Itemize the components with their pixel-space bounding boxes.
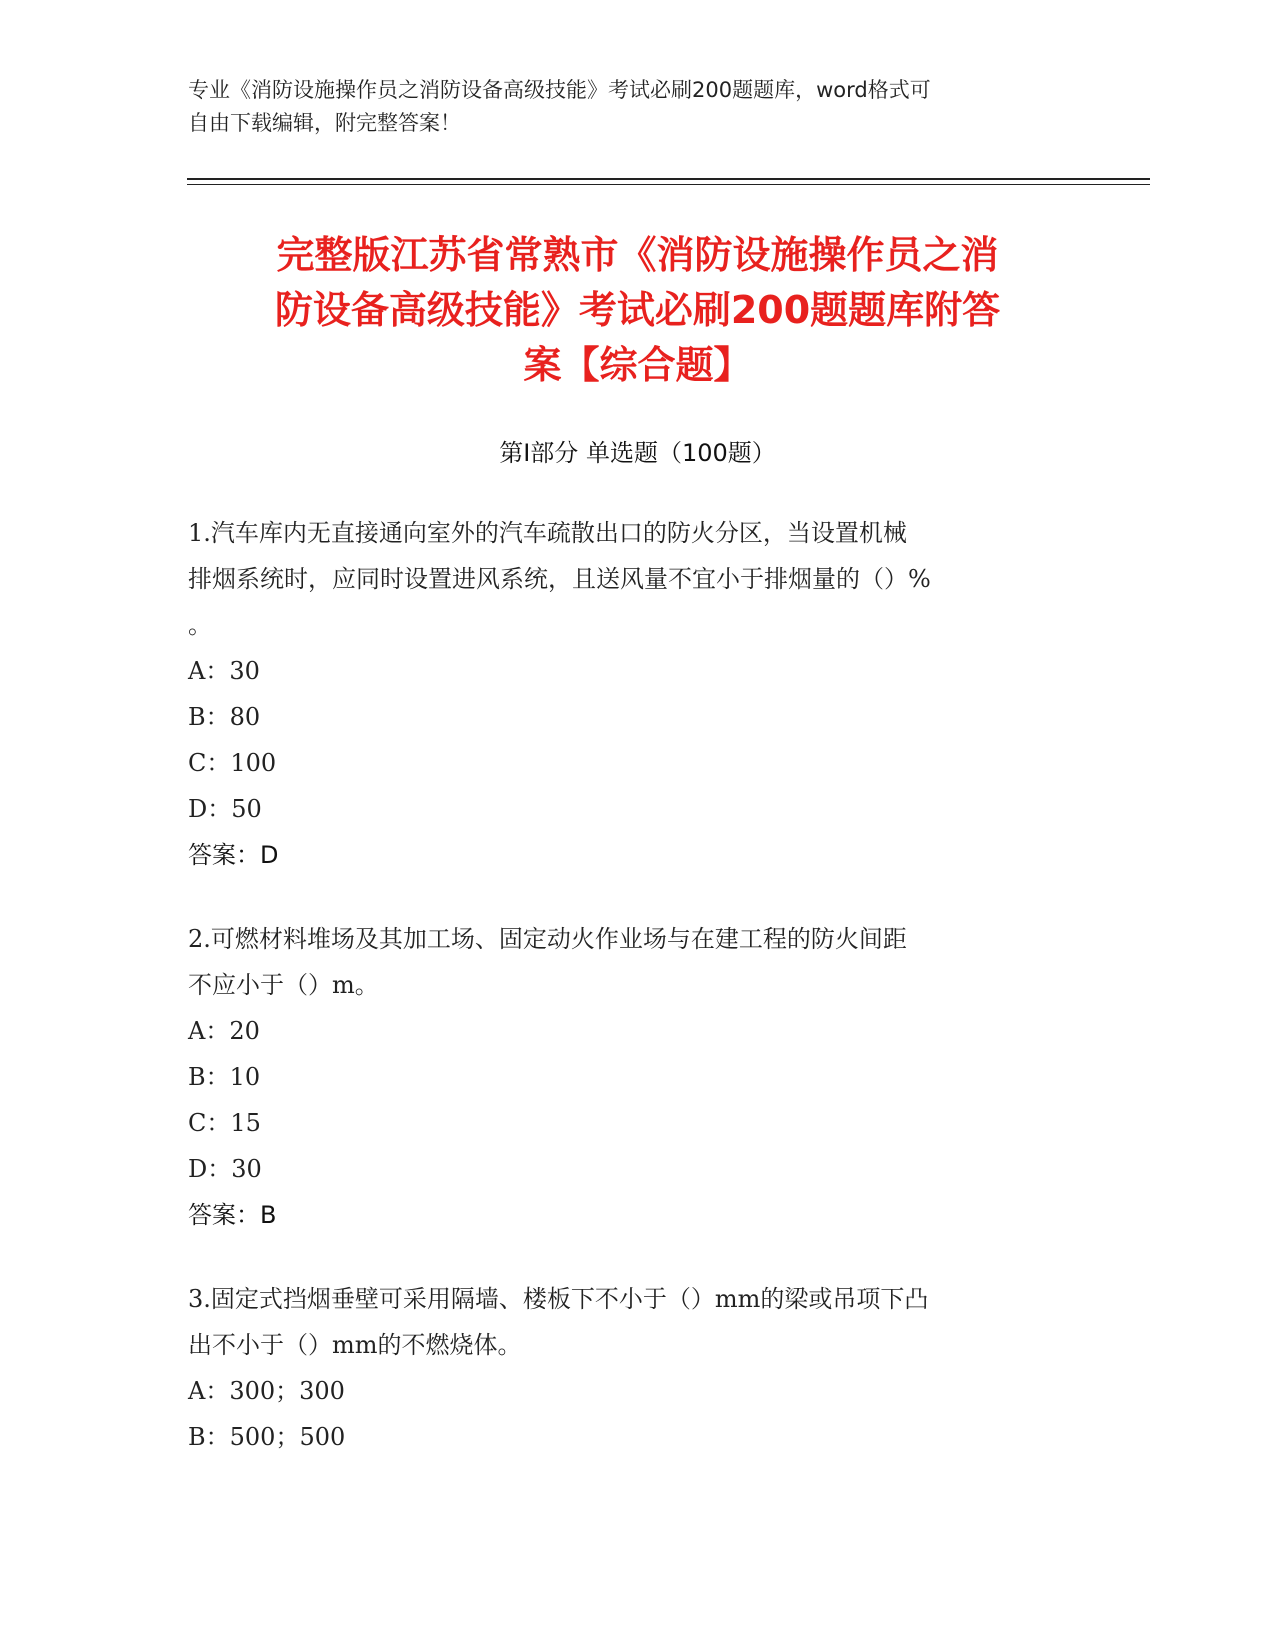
question-stem-line: 2.可燃材料堆场及其加工场、固定动火作业场与在建工程的防火间距 bbox=[188, 925, 907, 953]
option-a: A：300；300 bbox=[188, 1377, 345, 1405]
header-note-line-1: 专业《消防设施操作员之消防设备高级技能》考试必刷200题题库，word格式可 bbox=[188, 78, 931, 102]
option-a: A：20 bbox=[188, 1017, 260, 1045]
question-1 bbox=[188, 510, 1088, 878]
header-note-line-2: 自由下载编辑，附完整答案！ bbox=[188, 111, 461, 135]
question-stem-line: 3.固定式挡烟垂壁可采用隔墙、楼板下不小于（）mm的梁或吊项下凸 bbox=[188, 1285, 929, 1313]
answer: 答案：B bbox=[188, 1201, 277, 1229]
question-stem-line: 排烟系统时，应同时设置进风系统，且送风量不宜小于排烟量的（）% bbox=[188, 565, 931, 593]
document-title-line-1: 完整版江苏省常熟市《消防设施操作员之消 bbox=[276, 233, 999, 277]
question-3 bbox=[188, 1276, 1088, 1460]
document-title-line-2: 防设备高级技能》考试必刷200题题库附答 bbox=[274, 288, 1001, 332]
section-heading: 第I部分 单选题（100题） bbox=[499, 439, 776, 467]
option-c: C：100 bbox=[188, 749, 277, 777]
option-d: D：30 bbox=[188, 1155, 262, 1183]
document-title-line-3: 案【综合题】 bbox=[523, 343, 752, 387]
question-stem-line: 1.汽车库内无直接通向室外的汽车疏散出口的防火分区，当设置机械 bbox=[188, 519, 907, 547]
answer: 答案：D bbox=[188, 841, 279, 869]
document-title bbox=[150, 228, 1125, 393]
question-stem-line: 出不小于（）mm的不燃烧体。 bbox=[188, 1331, 522, 1359]
option-d: D：50 bbox=[188, 795, 262, 823]
option-b: B：80 bbox=[188, 703, 261, 731]
question-stem-line: 不应小于（）m。 bbox=[188, 971, 379, 999]
header-rule-thin bbox=[187, 184, 1150, 185]
option-b: B：500；500 bbox=[188, 1423, 346, 1451]
header-note bbox=[188, 74, 1068, 140]
question-stem-line: 。 bbox=[188, 611, 212, 639]
option-a: A：30 bbox=[188, 657, 260, 685]
question-2 bbox=[188, 916, 1088, 1238]
header-rule-thick bbox=[187, 178, 1150, 180]
option-c: C：15 bbox=[188, 1109, 261, 1137]
option-b: B：10 bbox=[188, 1063, 261, 1091]
